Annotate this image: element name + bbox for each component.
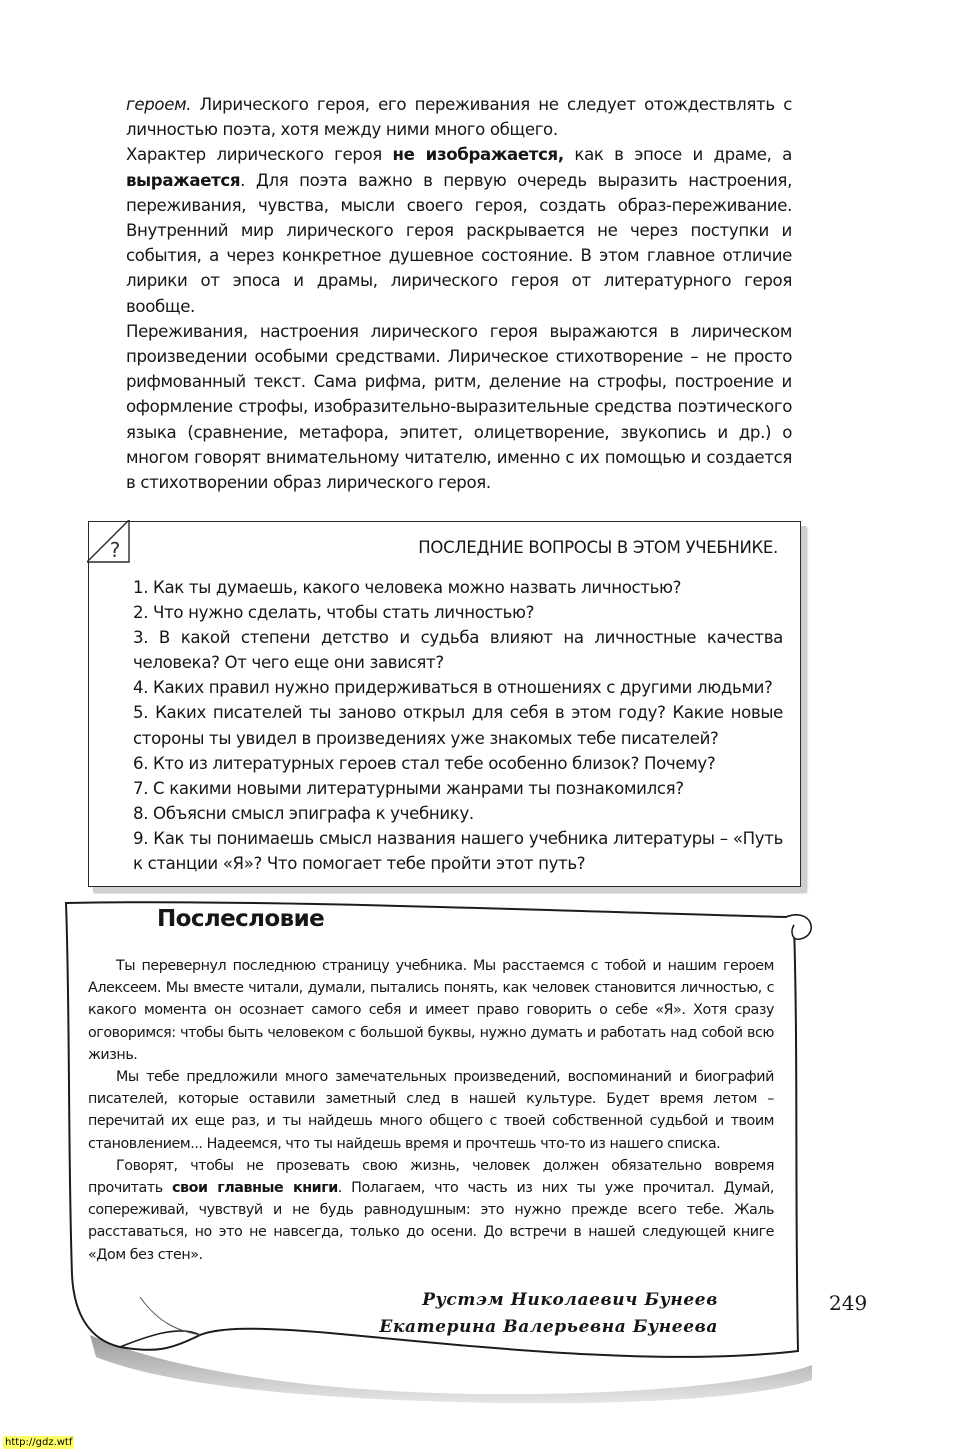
intro-paragraph-1 xyxy=(126,92,792,142)
question-mark-icon xyxy=(87,520,135,570)
bold-term: свои главные книги xyxy=(171,1180,338,1197)
intro-paragraph-2-text: Характер лирического героя xyxy=(126,145,393,165)
page-number: 249 xyxy=(829,1291,868,1315)
afterword-paragraph-2: Мы тебе предложили много замечательных произведений, воспоминаний и биографий писателей, которые оставили заметный след в нашей культуре. Будет время летом – перечитай их еще раз, и ты найдешь много общего с твоей собственной судьбой и твоим становлением... Надеемся, что ты найдешь время и прочтешь что-то из нашего списка. xyxy=(88,1069,774,1152)
afterword-paragraph-1: Ты перевернул последнюю страницу учебника. Мы расстаемся с тобой и нашим героем Алексеем. Мы вместе читали, думали, пытались понять, как человек становится личностью, с какого момента он осознает самого себя и имеет право говорить о себе «Я». Хотя сразу оговоримся: чтобы быть человеком с большой буквы, нужно думать и работать над собой всю жизнь. xyxy=(88,958,774,1063)
intro-paragraph-3: Переживания, настроения лирического героя выражаются в лирическом произведении особыми средствами. Лирическое стихотворение – не просто рифмованный текст. Сама рифма, ритм, деление на строфы, построение и оформление строфы, изобразительно-выразительные средства поэтического языка (сравнение, метафора, эпитет, олицетворение, звукопись и др.) о многом говорят внимательному читателю, именно с их помощью и создается в стихотворении образ лирического героя. xyxy=(126,321,792,493)
author-name: Екатерина Валерьевна Бунеева xyxy=(379,1317,718,1337)
questions-box xyxy=(88,521,801,887)
italic-term: героем. xyxy=(126,95,192,114)
question-item: 8. Объясни смысл эпиграфа к учебнику. xyxy=(133,803,474,823)
question-item: 4. Каких правил нужно придерживаться в отношениях с другими людьми? xyxy=(133,678,773,698)
authors-signature xyxy=(330,1287,718,1341)
question-item: 7. С какими новыми литературными жанрами ты познакомился? xyxy=(133,778,684,798)
afterword-paragraph-3 xyxy=(88,1155,774,1266)
question-item: 2. Что нужно сделать, чтобы стать личностью? xyxy=(133,603,535,623)
author-name: Рустэм Николаевич Бунеев xyxy=(422,1290,718,1310)
question-item: 3. В какой степени детство и судьба влияют на личностные качества человека? От чего еще они зависят? xyxy=(133,628,783,673)
intro-paragraph-2-text: . Для поэта важно в первую очередь выразить настроения, переживания, чувства, мысли своего героя, создать образ-переживание. Внутренний мир лирического героя раскрывается не через поступки и события, а через конкретное душевное состояние. В этом главное отличие лирики от эпоса и драмы, лирического героя от литературного героя вообще. xyxy=(126,170,792,316)
watermark-link[interactable]: http://gdz.wtf xyxy=(5,1437,73,1448)
questions-list xyxy=(133,575,783,876)
intro-paragraph-2 xyxy=(126,142,792,318)
intro-paragraph-2-text: как в эпосе и драме, а xyxy=(563,145,793,165)
afterword-paragraph-3-text: Говорят, чтобы не прозевать свою жизнь, человек должен обязательно вовремя прочитать xyxy=(88,1157,774,1197)
afterword-title: Послесловие xyxy=(157,906,325,932)
bold-term: не изображается, xyxy=(392,145,564,165)
intro-paragraph-1-text: Лирического героя, его переживания не следует отождествлять с личностью поэта, хотя между ними много общего. xyxy=(126,95,792,140)
question-item: 6. Кто из литературных героев стал тебе особенно близок? Почему? xyxy=(133,753,716,773)
svg-text:?: ? xyxy=(109,538,121,562)
question-item: 1. Как ты думаешь, какого человека можно назвать личностью? xyxy=(133,578,682,597)
afterword-text xyxy=(88,955,774,1266)
bold-term: выражается xyxy=(126,170,241,190)
questions-title: ПОСЛЕДНИЕ ВОПРОСЫ В ЭТОМ УЧЕБНИКЕ. xyxy=(418,538,778,557)
question-item: 5. Каких писателей ты заново открыл для себя в этом году? Какие новые стороны ты увидел в произведениях уже знакомых тебе писателей? xyxy=(133,703,783,748)
intro-text xyxy=(126,92,792,495)
question-item: 9. Как ты понимаешь смысл названия нашего учебника литературы – «Путь к станции «Я»? Что помогает тебе пройти этот путь? xyxy=(133,828,783,874)
afterword-paragraph-3-text: . Полагаем, что часть из них ты уже прочитал. Думай, сопереживай, чувствуй и не будь равнодушным: это нужно прежде всего тебе. Жаль расставаться, но это не навсегда, только до осени. До встречи в нашей следующей книге «Дом без стен». xyxy=(88,1180,774,1263)
